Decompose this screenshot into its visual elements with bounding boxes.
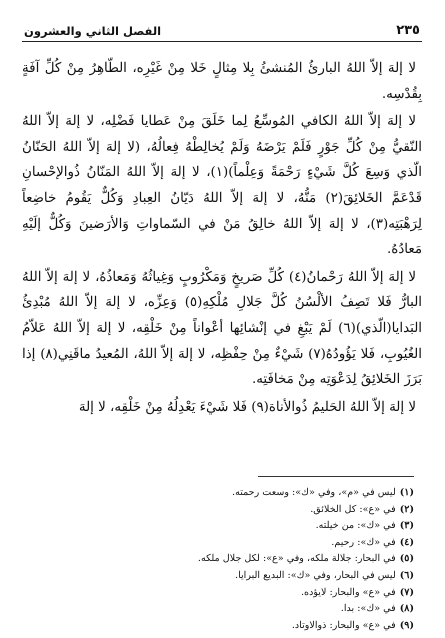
footnote [22, 535, 414, 552]
footnote-text: في «ك»: من خيلته. [315, 520, 396, 532]
footnote-text: في «ع»: كل الخلائق. [310, 503, 396, 515]
paragraph: لا إلهَ إلاّ اللهُ رَحْمانُ(٤) كُلِّ صَريخٍ وَمَكْرُوبٍ وَغِياثُهُ وَمَعاذُهُ، لا إلهَ إلاّ اللهُ البارُّ فَلا تَصِفُ الألْسُنُ كُلَّ جَلالِ مُلْكِهِ(٥) وَعِزِّه، لا إلهَ إلاّ اللهُ مُبْدِئُ البَدايا(الّذي)(٦) لَمْ يَبْغِ في إنْشائِها أعْواناً مِنْ خَلْقِه، لا إلهَ إلاّ اللهُ عَلاّمُ الغُيُوبِ، فَلا يَؤُودُهُ(٧) شَيْءٌ مِنْ حِفْظِه، لا إلهَ إلاّ اللهُ، المُعيدُ ماقَنِي(٨) إذا بَرَزَ الخَلائِقُ لِدَعْوَتِه مِنْ مَخافَتِه. [22, 269, 422, 388]
paragraph: لا إلهَ إلاّ اللهُ البارئُ المُنشئُ بِلا مِثالٍ خَلا مِنْ غَيْرِه، الطّاهِرُ مِنْ كُلِّ آفَةٍ بِقُدْسِه. [22, 61, 422, 102]
footnote-number: (٤) [399, 536, 414, 548]
footnote-number: (٣) [399, 520, 414, 532]
footnote-text: في البحار: جلالة ملكه، وفي «ع»: لكل جلال ملكه. [197, 553, 396, 565]
footnote-text: ليس في «م»، وفي «ك»: وسعت رحمته. [232, 487, 396, 498]
footnote [22, 601, 414, 618]
footnote [22, 485, 414, 502]
footnote-number: (٦) [399, 569, 414, 581]
footnote [22, 618, 414, 635]
footnote-number: (٢) [399, 503, 414, 515]
footnote-divider [258, 476, 414, 477]
footnote-number: (٧) [399, 586, 414, 598]
main-text [22, 56, 422, 420]
page-number: ٢٣٥ [396, 23, 420, 38]
footnote-text: في «ع» والبحار: ذوالاوتاد. [291, 619, 396, 631]
book-page [22, 18, 422, 631]
footnote-number: (١) [399, 487, 414, 498]
chapter-title: الفصل الثاني والعشرون [24, 24, 162, 38]
footnote [22, 518, 414, 535]
paragraph: لا إلهَ إلاّ اللهُ الكافي المُوسِّعُ لِما خَلَقَ مِنْ عَطايا فَضْلِه، لا إلهَ إلاّ اللهُ النّقيُّ مِنْ كُلِّ جَوْرٍ فَلَمْ يَرْضَهُ وَلَمْ يُخالِطْهُ فِعالُهُ، (لا إلهَ إلاّ اللهُ الحَنّانُ الّذي وَسِعَ كُلَّ شَيْءٍ رَحْمَةً وَعِلْماً)(١)، لا إلهَ إلاّ اللهُ المَنّانُ ذُوالإحْسانِ قَدْعَمَّ الخَلائِقَ(٢) مَنُّهُ، لا إلهَ إلاّ اللهُ دَيّانُ العِبادِ وَكُلٌّ يَقُومُ خاضِعاً لِرَهْبَتِه(٣)، لا إلهَ إلاّ اللهُ خالِقُ مَنْ في السّماواتِ وَالأرَضينَ وَكُلٌّ إلَيْهِ مَعادُهُ. [22, 114, 422, 258]
footnote [22, 585, 414, 602]
footnote-number: (٥) [399, 553, 414, 565]
footnote [22, 568, 414, 585]
footnotes-section [22, 476, 422, 634]
paragraph: لا إلهَ إلاّ اللهُ الحَليمُ ذُوالأناة(٩) فَلا شَيْءَ يَعْدِلُهُ مِنْ خَلْقِه، لا إلهَ [78, 399, 416, 415]
footnote-text: ليس في البحار، وفي «ك»: البديع البرايا. [235, 569, 396, 581]
footnote-number: (٩) [399, 619, 414, 631]
footnote [22, 502, 414, 519]
footnote [22, 551, 414, 568]
footnote-number: (٨) [399, 603, 414, 615]
footnote-list [22, 485, 422, 634]
footnote-text: في «ك»: رحيم. [331, 536, 396, 548]
footnote-text: في «ك»: بدا. [340, 603, 396, 615]
footnote-text: في «ع» والبحار: لايؤده. [301, 586, 396, 598]
page-header [22, 18, 422, 42]
